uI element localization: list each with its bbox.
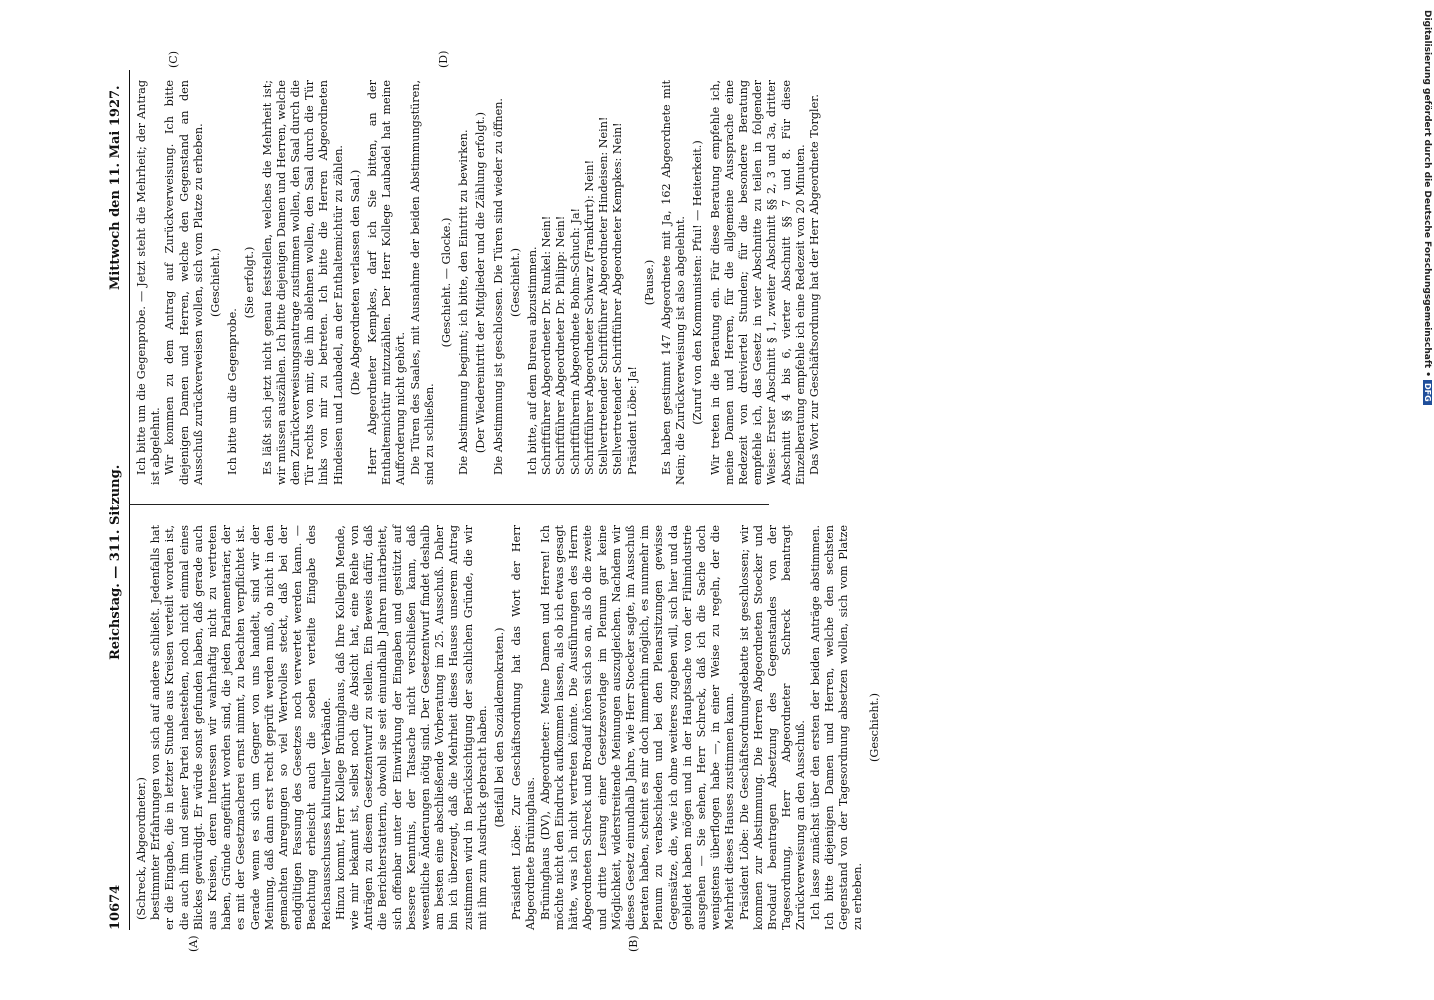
right-column-paragraph: Es läßt sich jetzt nicht genau feststellen, welches die Mehrheit ist; wir müssen auszählen. Ich bitte diejenigen Damen und Herren, welche dem Zurückverweisungsantrage zustimmen wollen, den Saal durch die Tür rechts von mir, die ihn ablehnen wollen, den Saal durch die Tür links von mir zu betreten. Ich bitte die Herren Abgeordneten Hindeisen und Laubadel, an der Enthaltemichtür zu zählen. — [260, 80, 345, 485]
right-column-paragraph: Es haben gestimmt 147 Abgeordnete mit Ja, 162 Abgeordnete mit Nein; die Zurückverweisung ist also abgelehnt. — [659, 80, 688, 485]
session-title: Reichstag. — 311. Sitzung. — [108, 464, 123, 660]
rotated-document-page — [107, 50, 1327, 952]
left-column — [135, 525, 886, 930]
right-column-paragraph: Ich bitte um die Gegenprobe. — Jetzt steht die Mehrheit; der Antrag ist abgelehnt. — [135, 80, 163, 485]
right-column-paragraph: (Zuruf von den Kommunisten: Pfui! — Heiterkeit.) — [691, 140, 705, 425]
right-column-paragraph: Schriftführer Abgeordneter Schwarz (Frankfurt): Nein! — [582, 159, 596, 475]
right-column-paragraph: Die Abstimmung beginnt; ich bitte, den Eintritt zu bewirken. — [457, 129, 471, 475]
right-column-paragraph: Schriftführerin Abgeordnete Bohm-Schuch: Ja! — [568, 207, 582, 475]
left-column-paragraph: (Schreck, Abgeordneter.) — [135, 777, 148, 920]
left-column-paragraph: (Geschieht.) — [868, 693, 882, 762]
right-column-paragraph: Stellvertretender Schriftführer Abgeordneter Hindeisen: Nein! — [597, 116, 611, 475]
right-column-paragraph: Schriftführer Abgeordneter Dr. Runkel: Nein! — [540, 215, 554, 475]
credit-text-line — [1418, 10, 1432, 590]
session-date: Mittwoch den 11. Mai 1927. — [108, 85, 123, 290]
page-header — [107, 70, 130, 930]
left-column-paragraph: Präsident Löbe: Die Geschäftsordnungsdebatte ist geschlossen; wir kommen zur Abstimmung. Die Herren Abgeordneten Stoecker und Brodauf beantragen Absetzung des Gegenstandes von der Tagesordnung, Herr Abgeordneter Schreck beantragt Zurückverweisung an den Ausschuß. — [737, 525, 808, 930]
digitization-credit — [1418, 10, 1432, 590]
left-column-paragraph: (Beifall bei den Sozialdemokraten.) — [493, 627, 507, 828]
right-column-paragraph: Präsident Löbe: Ja! — [625, 366, 639, 475]
right-column — [135, 80, 822, 485]
right-column-paragraph: (Der Wiedereintritt der Mitglieder und die Zählung erfolgt.) — [474, 111, 488, 454]
margin-marker-b: (B) — [627, 935, 640, 952]
right-column-paragraph: Herr Abgeordneter Kempkes, darf ich Sie bitten, an der Enthaltemichtür mitzuzählen. Der Herr Kollege Laubadel hat meine Aufforderung nicht gehört. — [366, 80, 408, 485]
page-number: 10674 — [108, 884, 123, 930]
right-column-paragraph: Wir kommen zu dem Antrag auf Zurückverweisung. Ich bitte diejenigen Damen und Herren, welche den Gegenstand an den Ausschuß zurückverweisen wollen, sich vom Platze zu erheben. — [163, 80, 205, 485]
right-column-paragraph: Das Wort zur Geschäftsordnung hat der Herr Abgeordnete Torgler. — [807, 94, 821, 475]
margin-marker-a: (A) — [187, 935, 200, 952]
right-column-paragraph: Wir treten in die Beratung ein. Für diese Beratung empfehle ich, meine Damen und Herren, für die allgemeine Aussprache eine Redezeit von dreiviertel Stunden; für die besondere Beratung empfehle ich, das Gesetz in vier Abschnitte zu teilen in folgender Weise: Erster Abschnitt § 1, zweiter Abschnitt §§ 2, 3 und 3a, dritter Abschnitt §§ 4 bis 6, vierter Abschnitt §§ 7 und 8. Für diese Einzelberatung empfehle ich eine Redezeit von 20 Minuten. — [708, 80, 807, 485]
dfg-logo-badge: DFG — [1423, 380, 1432, 405]
right-column-paragraph: (Geschieht.) — [209, 248, 223, 317]
right-column-paragraph: Schriftführer Abgeordneter Dr. Philipp: Nein! — [554, 215, 568, 475]
right-column-paragraph: (Pause.) — [642, 259, 656, 306]
right-column-paragraph: Ich bitte um die Gegenprobe. — [226, 308, 240, 475]
right-column-paragraph: Die Abstimmung ist geschlossen. Die Türen sind wieder zu öffnen. — [491, 98, 505, 475]
right-column-paragraph: (Geschieht. — Glocke.) — [440, 217, 454, 348]
left-column-paragraph: Ich lasse zunächst über den ersten der beiden Anträge abstimmen. Ich bitte diejenigen Damen und Herren, welche den sechsten Gegenstand von der Tagesordnung absetzen wollen, sich vom Platze zu erheben. — [808, 525, 865, 930]
right-column-paragraph: Die Türen des Saales, mit Ausnahme der beiden Abstimmungstüren, sind zu schließen. — [408, 80, 436, 485]
right-column-paragraph: Ich bitte, auf dem Bureau abzustimmen. — [526, 246, 540, 475]
right-column-paragraph: (Geschieht.) — [508, 248, 522, 317]
right-column-paragraph: Stellvertretender Schriftführer Abgeordneter Kempkes: Nein! — [611, 122, 625, 475]
left-column-paragraph: Hinzu kommt, Herr Kollege Brüninghaus, daß Ihre Kollegin Mende, wie mir bekannt ist, selbst noch die Absicht hat, eine Reihe von Anträgen zu diesem Gesetzentwurf zu stellen. Ein Beweis dafür, daß die Berichterstatterin, obwohl sie seit einundhalb Jahren mitarbeitet, sich offenbar unter der Einwirkung der Eingaben und gestützt auf bessere Kenntnis, der Tatsache nicht verschließen kann, daß wesentliche Änderungen nötig sind. Der Gesetzentwurf findet deshalb am besten eine abschließende Vorberatung im 25. Ausschuß. Daher bin ich überzeugt, daß die Mehrheit dieses Hauses unserem Antrag zustimmen wird in Berücksichtigung der sachlichen Gründe, die wir mit ihm zum Ausdruck gebracht haben. — [333, 525, 489, 930]
right-column-paragraph: (Sie erfolgt.) — [243, 246, 257, 319]
right-column-paragraph: (Die Abgeordneten verlassen den Saal.) — [348, 169, 362, 396]
credit-text: Digitalisierung gefördert durch die Deutsche Forschungsgemeinschaft • — [1422, 10, 1432, 377]
left-column-paragraph: Präsident Löbe: Zur Geschäftsordnung hat das Wort der Herr Abgeordnete Brüninghaus. — [510, 525, 538, 930]
left-column-paragraph: bestimmter Erfahrungen von sich auf andere schließt. Jedenfalls hat er die Eingabe, die in letzter Stunde aus Kreisen verteilt worden ist, die auch ihm und seiner Partei nahestehen, noch nicht einmal eines Blickes gewürdigt. Er würde sonst gefunden haben, daß gerade auch aus Kreisen, deren Interessen wir wahrhaftig nicht zu vertreten haben, Gründe angeführt worden sind, die jeden Parlamentarier, der es mit der Gesetzmacherei ernst nimmt, zu beachten verpflichtet ist. Gerade wenn es sich um Gegner von uns handelt, sind wir der Meinung, daß dann erst recht geprüft werden muß, ob nicht in den gemachten Anregungen so viel Wertvolles steckt, daß bei der endgültigen Fassung des Gesetzes noch verwertet werden kann. — Beachtung erheischt auch die soeben verteilte Eingabe des Reichsausschusses kultureller Verbände. — [149, 525, 333, 930]
margin-marker-c: (C) — [167, 51, 180, 68]
column-divider — [129, 504, 769, 505]
margin-marker-d: (D) — [437, 50, 450, 68]
left-column-paragraph: Brüninghaus (DV), Abgeordneter: Meine Damen und Herren! Ich möchte nicht den Eindruck aufkommen lassen, als ob ich etwas gesagt hätte, was ich nicht vertreten könnte. Die Ausführungen des Herrn Abgeordneten Schreck und Brodauf hören sich so an, als ob die zweite und dritte Lesung einer Gesetzesvorlage im Plenum gar keine Möglichkeit, widerstreitende Meinungen auszugleichen. Nachdem wir dieses Gesetz einundhalb Jahre, wie Herr Stoecker sagte, im Ausschuß beraten haben, scheint es mir doch immerhin möglich, es nunmehr im Plenum zu verabschieden und bei den Plenarsitzungen gewisse Gegensätze, die, wie ich ohne weiteres zugeben will, sich hier und da gebildet haben mögen und in der Hauptsache von der Filmindustrie ausgehen — Sie sehen, Herr Schreck, daß ich die Sache doch wenigstens überflogen habe —, in einer Weise zu regeln, der die Mehrheit dieses Hauses zustimmen kann. — [538, 525, 737, 930]
